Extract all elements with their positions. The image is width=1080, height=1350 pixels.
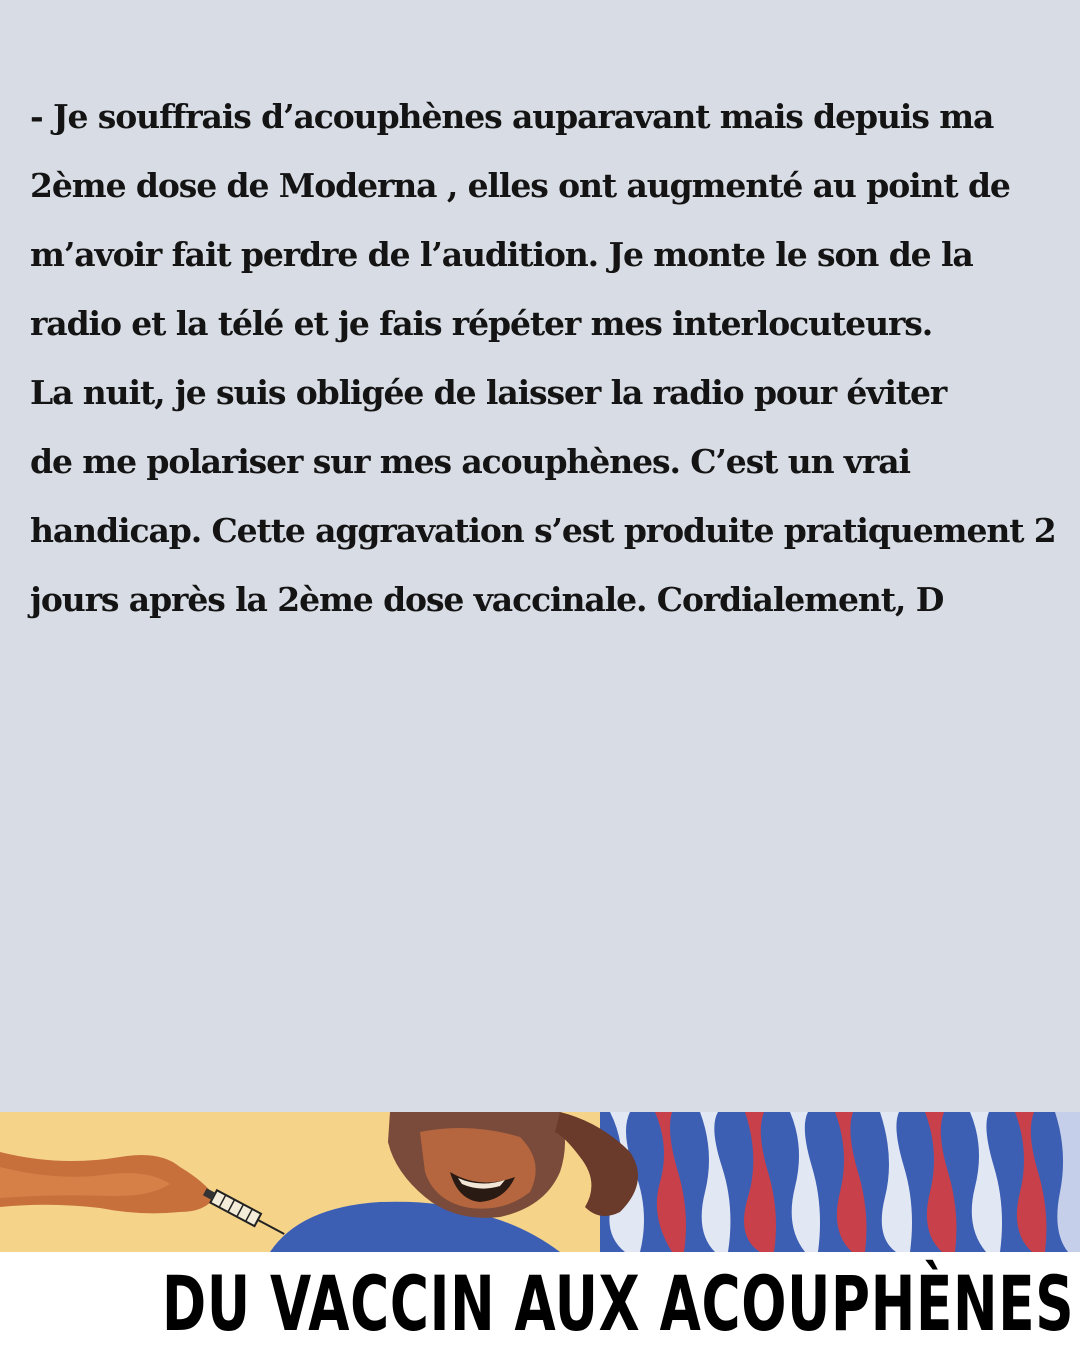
banner-illustration <box>0 1112 1080 1252</box>
testimony-line: m’avoir fait perdre de l’audition. Je monte le son de la <box>30 235 973 274</box>
testimony-line: La nuit, je suis obligée de laisser la radio pour éviter <box>30 373 947 412</box>
testimony-line: de me polariser sur mes acouphènes. C’est un vrai <box>30 442 910 481</box>
testimony-line: jours après la 2ème dose vaccinale. Cordialement, D <box>30 580 944 619</box>
testimony-line: 2ème dose de Moderna , elles ont augmenté au point de <box>30 166 1010 205</box>
footer-title-bar <box>0 1252 1080 1350</box>
testimony-text <box>30 82 1060 634</box>
testimony-line: handicap. Cette aggravation s’est produite pratiquement 2 <box>30 511 1056 550</box>
testimony-line: - Je souffrais d’acouphènes auparavant mais depuis ma <box>30 97 994 136</box>
testimony-line: radio et la télé et je fais répéter mes interlocuteurs. <box>30 304 933 343</box>
footer-title: DU VACCIN AUX ACOUPHÈNES <box>162 1259 1075 1348</box>
illustration-graphic <box>0 1112 1080 1252</box>
